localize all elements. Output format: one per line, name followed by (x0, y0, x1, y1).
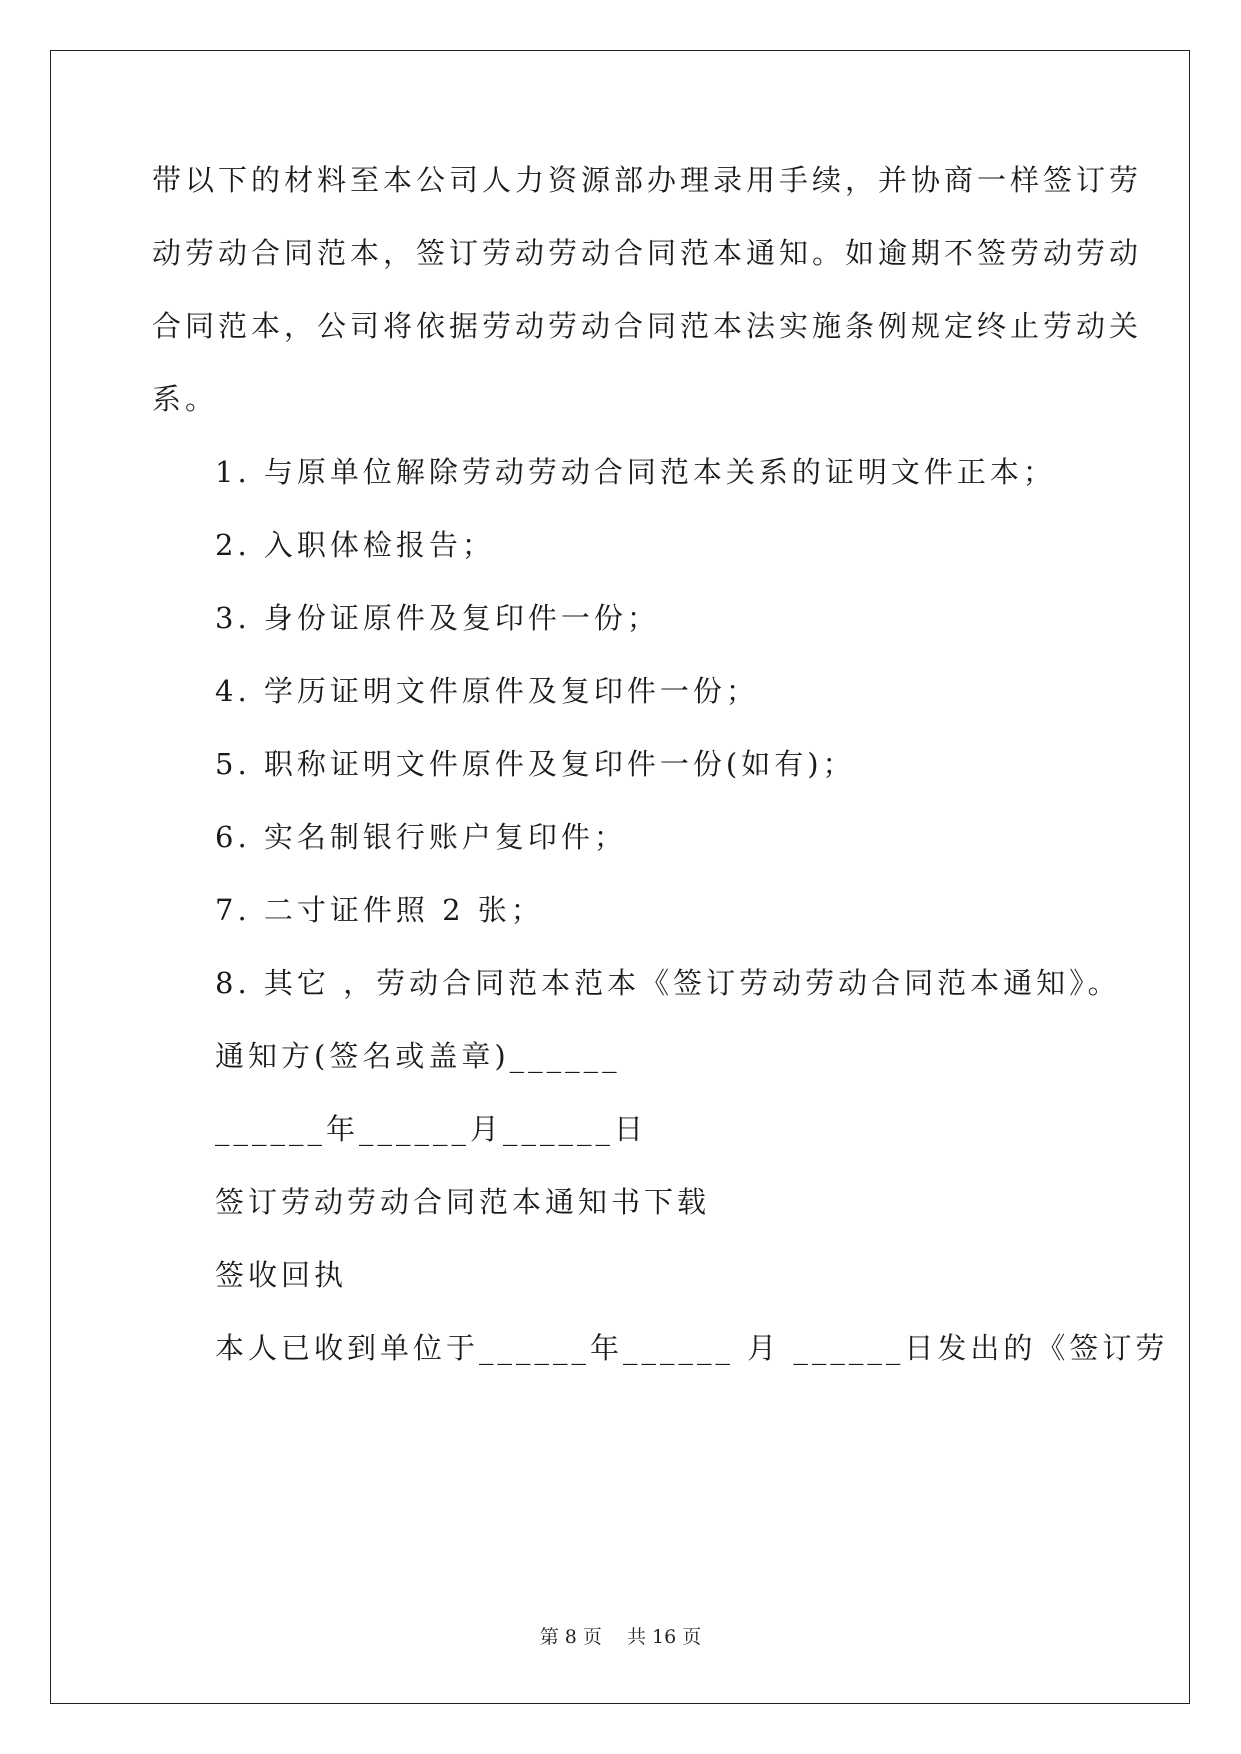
list-item-4: 4. 学历证明文件原件及复印件一份； (215, 674, 759, 708)
list-item-7: 7. 二寸证件照 2 张； (215, 893, 544, 927)
signature-line: 通知方(签名或盖章)______ (215, 1039, 621, 1073)
receipt-line: 本人已收到单位于______年______ 月 ______日发出的《签订劳 (215, 1331, 1169, 1365)
receipt-title: 签收回执 (215, 1258, 348, 1292)
paragraph-line-2: 动劳动合同范本，签订劳动劳动合同范本通知。如逾期不签劳动劳动 (152, 236, 1143, 270)
date-line: ______年______月______日 (215, 1112, 648, 1146)
list-item-6: 6. 实名制银行账户复印件； (215, 820, 627, 854)
page-border (50, 50, 1190, 1704)
list-item-2: 2. 入职体检报告； (215, 528, 495, 562)
page-number-footer: 第 8 页 共 16 页 (539, 1626, 702, 1648)
paragraph-line-1: 带以下的材料至本公司人力资源部办理录用手续，并协商一样签订劳 (152, 163, 1143, 197)
list-item-5: 5. 职称证明文件原件及复印件一份(如有)； (215, 747, 856, 781)
paragraph-line-4: 系。 (152, 382, 219, 416)
download-title: 签订劳动劳动合同范本通知书下载 (215, 1185, 711, 1219)
list-item-8: 8. 其它 ，劳动合同范本范本《签订劳动劳动合同范本通知》。 (215, 966, 1121, 1000)
paragraph-line-3: 合同范本，公司将依据劳动劳动合同范本法实施条例规定终止劳动关 (152, 309, 1143, 343)
list-item-3: 3. 身份证原件及复印件一份； (215, 601, 660, 635)
list-item-1: 1. 与原单位解除劳动劳动合同范本关系的证明文件正本； (215, 455, 1056, 489)
